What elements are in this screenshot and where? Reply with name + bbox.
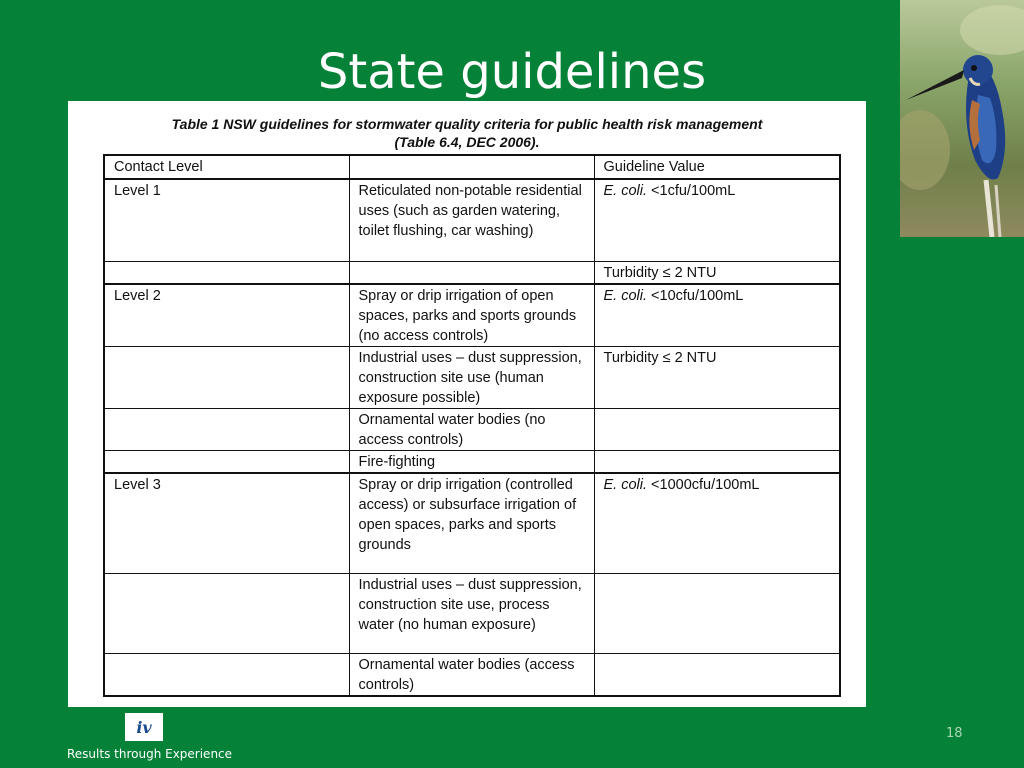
caption-line-2: (Table 6.4, DEC 2006). [394,134,540,150]
row-value [594,261,840,284]
slide-page-number: 18 [946,726,963,741]
header-blank [349,155,594,179]
table-caption [68,115,866,151]
guidelines-table-image [68,101,866,707]
row-use: Spray or drip irrigation of open spaces, parks and sports grounds (no access controls) [349,284,594,347]
table-row [104,261,840,284]
value-text: <10cfu/100mL [647,287,744,304]
ecoli-label: E. coli. [603,287,648,304]
table-row [104,450,840,473]
row-use: Reticulated non-potable residential uses (such as garden watering, toilet flushing, car washing) [349,179,594,261]
table-row [104,473,840,574]
table-row [104,346,840,408]
row-value [594,346,840,408]
value-text: Turbidity ≤ 2 NTU [603,264,717,281]
row-value [594,408,840,450]
row-value [594,179,840,261]
caption-line-1: Table 1 NSW guidelines for stormwater quality criteria for public health risk management [171,116,763,132]
row-use: Industrial uses – dust suppression, construction site use, process water (no human exposure) [349,574,594,654]
header-contact-level: Contact Level [104,155,349,179]
row-value [594,284,840,347]
table-row [104,574,840,654]
row-use: Spray or drip irrigation (controlled access) or subsurface irrigation of open spaces, parks and sports grounds [349,473,594,574]
row-level [104,450,349,473]
row-use: Fire-fighting [349,450,594,473]
row-level: Level 2 [104,284,349,347]
row-level [104,261,349,284]
table-row [104,179,840,261]
row-value [594,450,840,473]
row-value [594,654,840,697]
row-level [104,346,349,408]
slide-title: State guidelines [317,44,707,100]
value-text: <1000cfu/100mL [647,476,760,493]
ecoli-label: E. coli. [603,476,648,493]
value-text: Turbidity ≤ 2 NTU [603,349,717,366]
row-level [104,574,349,654]
row-use: Ornamental water bodies (access controls) [349,654,594,697]
table-row [104,284,840,347]
footer-tagline: Results through Experience [67,747,233,761]
ecoli-label: E. coli. [603,183,648,199]
table-row [104,654,840,697]
row-use: Ornamental water bodies (no access controls) [349,408,594,450]
table-row [104,408,840,450]
row-level: Level 3 [104,473,349,574]
row-level [104,654,349,697]
guidelines-table [103,154,841,697]
kingfisher-bird-photo [900,0,1024,237]
row-value [594,574,840,654]
header-guideline-value: Guideline Value [594,155,840,179]
row-use [349,261,594,284]
company-logo: iv [125,713,163,741]
row-value [594,473,840,574]
row-use: Industrial uses – dust suppression, construction site use (human exposure possible) [349,346,594,408]
row-level [104,408,349,450]
row-level: Level 1 [104,179,349,261]
table-header-row [104,155,840,179]
value-text: <1cfu/100mL [647,183,736,199]
